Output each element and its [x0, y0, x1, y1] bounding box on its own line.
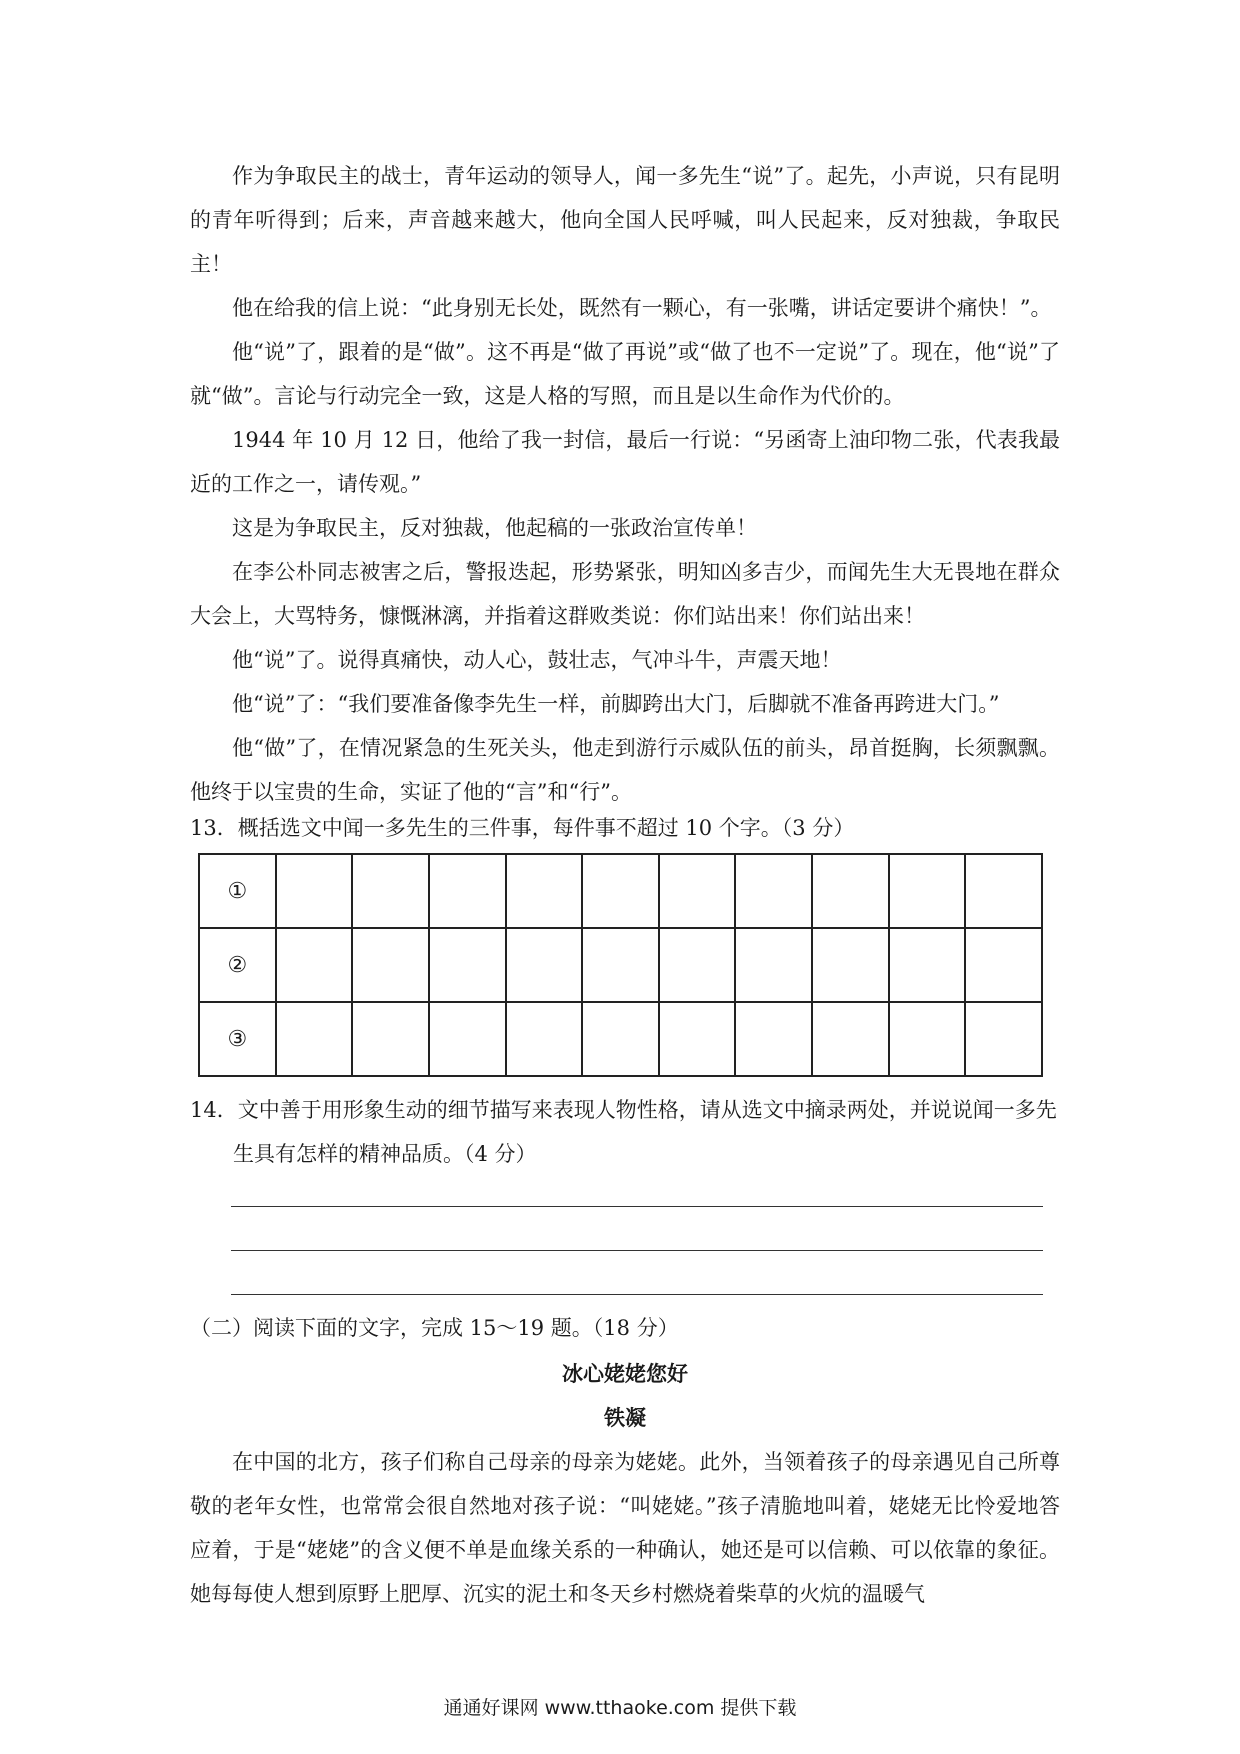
grid-cell[interactable] [659, 1002, 736, 1076]
grid-cell[interactable] [582, 1002, 659, 1076]
paragraph-3: 他“说”了，跟着的是“做”。这不再是“做了再说”或“做了也不一定说”了。现在，他“说”了就“做”。言论与行动完全一致，这是人格的写照，而且是以生命作为代价的。 [190, 340, 1060, 408]
grid-cell[interactable] [506, 854, 583, 928]
paragraph-5: 这是为争取民主，反对独裁，他起稿的一张政治宣传单！ [232, 516, 757, 540]
grid-cell[interactable] [812, 1002, 889, 1076]
grid-cell[interactable] [429, 928, 506, 1002]
paragraph-9: 他“做”了，在情况紧急的生死关头，他走到游行示威队伍的前头，昂首挺胸，长须飘飘。他终于以宝贵的生命，实证了他的“言”和“行”。 [190, 736, 1060, 804]
article-title: 冰心姥姥您好 [562, 1361, 688, 1386]
grid-cell[interactable] [659, 854, 736, 928]
grid-cell[interactable] [812, 928, 889, 1002]
paragraph-2: 他在给我的信上说：“此身别无长处，既然有一颗心，有一张嘴，讲话定要讲个痛快！”。 [232, 296, 1052, 320]
paragraph-6: 在李公朴同志被害之后，警报迭起，形势紧张，明知凶多吉少，而闻先生大无畏地在群众大会上，大骂特务，慷慨淋漓，并指着这群败类说：你们站出来！你们站出来！ [190, 560, 1060, 628]
paragraph-7: 他“说”了。说得真痛快，动人心，鼓壮志，气冲斗牛，声震天地！ [232, 648, 842, 672]
grid-cell[interactable] [735, 1002, 812, 1076]
row-marker: ③ [199, 1002, 276, 1076]
answer-grid [198, 853, 1043, 1077]
article-paragraph: 在中国的北方，孩子们称自己母亲的母亲为姥姥。此外，当领着孩子的母亲遇见自己所尊敬的老年女性，也常常会很自然地对孩子说：“叫姥姥。”孩子清脆地叫着，姥姥无比怜爱地答应着，于是“姥姥”的含义便不单是血缘关系的一种确认，她还是可以信赖、可以依靠的象征。她每每使人想到原野上肥厚、沉实的泥土和冬天乡村燃烧着柴草的火炕的温暖气 [190, 1450, 1060, 1606]
grid-cell[interactable] [965, 1002, 1042, 1076]
grid-row [199, 854, 1042, 928]
question-14: 14．文中善于用形象生动的细节描写来表现人物性格，请从选文中摘录两处，并说说闻一多先生具有怎样的精神品质。（4 分） [190, 1098, 1057, 1166]
answer-line[interactable] [231, 1206, 1043, 1207]
grid-row [199, 1002, 1042, 1076]
grid-cell[interactable] [735, 854, 812, 928]
paragraph-4: 1944 年 10 月 12 日，他给了我一封信，最后一行说：“另函寄上油印物二张，代表我最近的工作之一，请传观。” [190, 428, 1060, 496]
paragraph-1: 作为争取民主的战士，青年运动的领导人，闻一多先生“说”了。起先，小声说，只有昆明的青年听得到；后来，声音越来越大，他向全国人民呼喊，叫人民起来，反对独裁，争取民主！ [190, 164, 1060, 276]
grid-cell[interactable] [965, 854, 1042, 928]
row-marker: ② [199, 928, 276, 1002]
answer-line[interactable] [231, 1250, 1043, 1251]
grid-cell[interactable] [889, 1002, 966, 1076]
grid-cell[interactable] [276, 854, 353, 928]
grid-cell[interactable] [889, 854, 966, 928]
paragraph-8: 他“说”了：“我们要准备像李先生一样，前脚跨出大门，后脚就不准备再跨进大门。” [232, 692, 1000, 716]
grid-cell[interactable] [276, 1002, 353, 1076]
grid-cell[interactable] [352, 854, 429, 928]
grid-cell[interactable] [812, 854, 889, 928]
question-13: 13．概括选文中闻一多先生的三件事，每件事不超过 10 个字。（3 分） [190, 816, 855, 840]
answer-line[interactable] [231, 1294, 1043, 1295]
grid-cell[interactable] [429, 854, 506, 928]
grid-cell[interactable] [582, 928, 659, 1002]
grid-cell[interactable] [659, 928, 736, 1002]
grid-cell[interactable] [506, 1002, 583, 1076]
grid-cell[interactable] [889, 928, 966, 1002]
article-author: 铁凝 [604, 1405, 646, 1430]
grid-cell[interactable] [352, 1002, 429, 1076]
row-marker: ① [199, 854, 276, 928]
grid-cell[interactable] [352, 928, 429, 1002]
grid-cell[interactable] [429, 1002, 506, 1076]
grid-cell[interactable] [735, 928, 812, 1002]
footer-credit: 通通好课网 www.tthaoke.com 提供下载 [443, 1697, 797, 1719]
grid-cell[interactable] [276, 928, 353, 1002]
grid-cell[interactable] [506, 928, 583, 1002]
grid-row [199, 928, 1042, 1002]
grid-cell[interactable] [965, 928, 1042, 1002]
section-heading: （二）阅读下面的文字，完成 15～19 题。（18 分） [190, 1316, 679, 1340]
grid-cell[interactable] [582, 854, 659, 928]
